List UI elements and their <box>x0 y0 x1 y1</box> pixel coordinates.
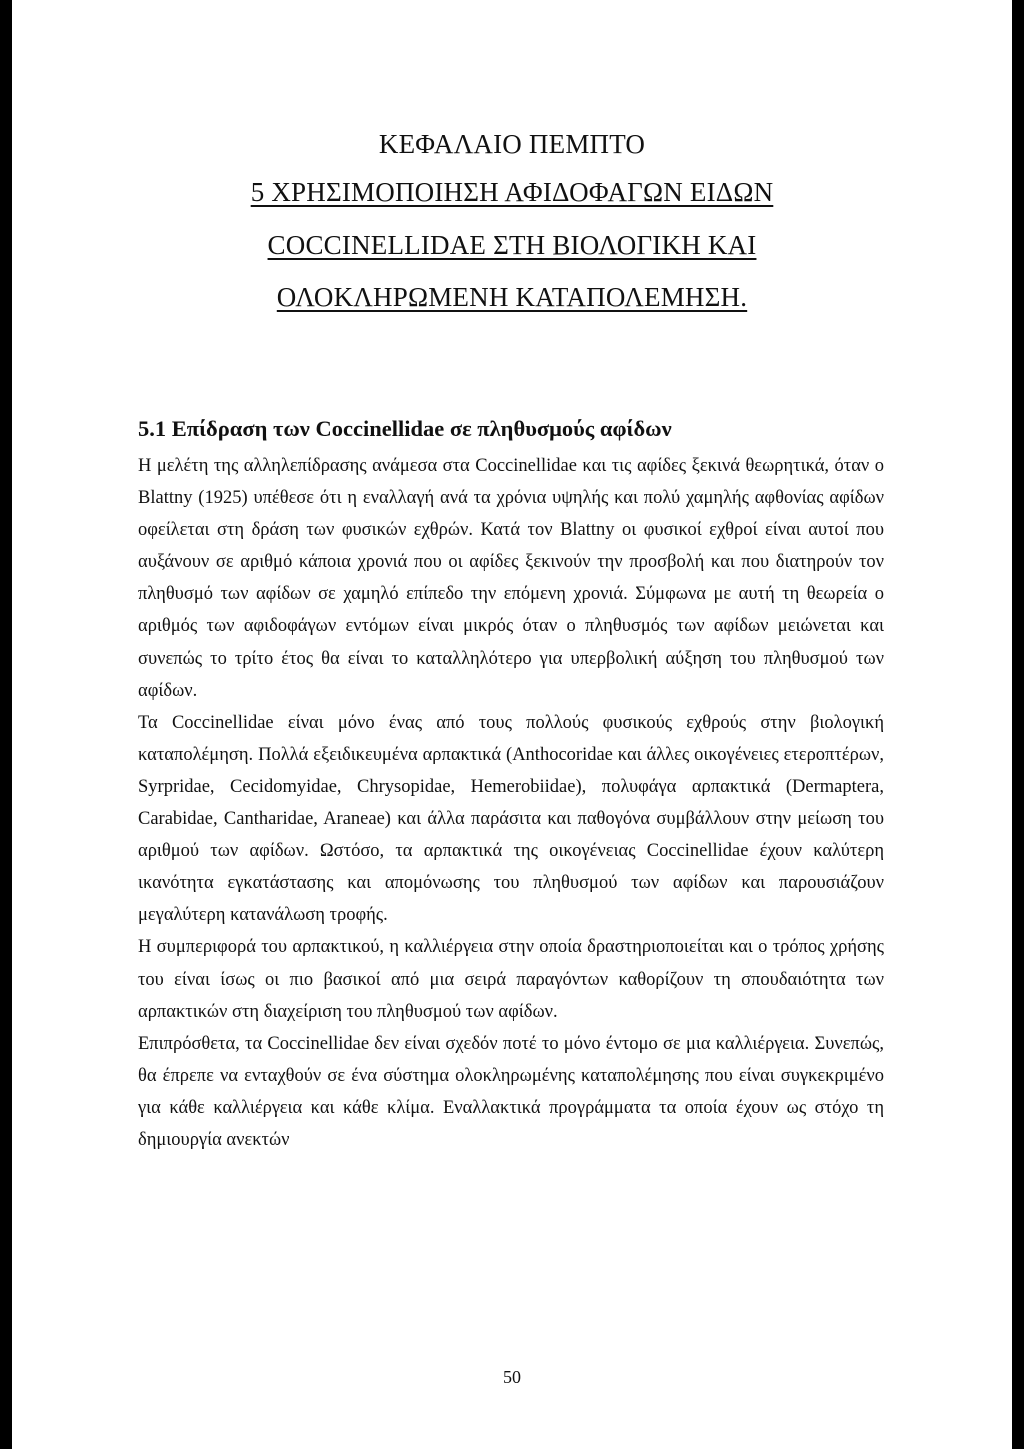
paragraph-2: Τα Coccinellidae είναι μόνο ένας από τους πολλούς φυσικούς εχθρούς στην βιολογική καταπολέμηση. Πολλά εξειδικευμένα αρπακτικά (Anthocoridae και άλλες οικογένειες ετεροπτέρων, Syrpridae, Cecidomyidae, Chrysopidae, Hemerobiidae), πολυφάγα αρπακτικά (Dermaptera, Carabidae, Cantharidae, Araneae) και άλλα παράσιτα και παθογόνα συμβάλλουν στην μείωση του αριθμού των αφίδων. Ωστόσο, τα αρπακτικά της οικογένειας Coccinellidae έχουν καλύτερη ικανότητα εγκατάστασης και απομόνωσης του πληθυσμού των αφίδων και παρουσιάζουν μεγαλύτερη κατανάλωση τροφής. <box>138 712 884 926</box>
document-page <box>12 0 1012 1449</box>
chapter-title-line-1: 5 ΧΡΗΣΙΜΟΠΟΙΗΣΗ ΑΦΙΔΟΦΑΓΩΝ ΕΙΔΩΝ <box>250 177 774 207</box>
paragraph-4: Επιπρόσθετα, τα Coccinellidae δεν είναι σχεδόν ποτέ το μόνο έντομο σε μια καλλιέργεια. Συνεπώς, θα έπρεπε να ενταχθούν σε ένα σύστημα ολοκληρωμένης καταπολέμησης που είναι συγκεκριμένο για κάθε καλλιέργεια και κάθε κλίμα. Εναλλακτικά προγράμματα τα οποία έχουν ως στόχο τη δημιουργία ανεκτών <box>138 1033 884 1150</box>
chapter-label: ΚΕΦΑΛΑΙΟ ΠΕΜΠΤΟ <box>378 129 646 159</box>
section-body <box>138 412 884 1156</box>
chapter-title-line-2: COCCINELLIDAE ΣΤΗ ΒΙΟΛΟΓΙΚΗ ΚΑΙ <box>267 230 757 260</box>
page-number: 50 <box>503 1367 521 1387</box>
paragraph-1: Η μελέτη της αλληλεπίδρασης ανάμεσα στα Coccinellidae και τις αφίδες ξεκινά θεωρητικά, όταν ο Blattny (1925) υπέθεσε ότι η εναλλαγή ανά τα χρόνια υψηλής και πολύ χαμηλής αφθονίας αφίδων οφείλεται στη δράση των φυσικών εχθρών. Κατά τον Blattny οι φυσικοί εχθροί είναι αυτοί που αυξάνουν σε αριθμό κάποια χρονιά που οι αφίδες ξεκινούν την προσβολή και που διατηρούν τον πληθυσμό των αφίδων σε χαμηλό επίπεδο την επόμενη χρονιά. Σύμφωνα με αυτή τη θεωρεία ο αριθμός των αφιδοφάγων εντόμων είναι μικρός όταν ο πληθυσμός των αφίδων μειώνεται και συνεπώς το τρίτο έτος θα είναι το καταλληλότερο για υπερβολική αύξηση του πληθυσμού των αφίδων. <box>138 456 884 701</box>
section-heading: 5.1 Επίδραση των Coccinellidae σε πληθυσμούς αφίδων <box>138 416 672 441</box>
paragraph-3: Η συμπεριφορά του αρπακτικού, η καλλιέργεια στην οποία δραστηριοποιείται και ο τρόπος χρήσης του είναι ίσως οι πιο βασικοί από μια σειρά παραγόντων καθορίζουν τη σπουδαιότητα των αρπακτικών στη διαχείριση του πληθυσμού των αφίδων. <box>138 937 884 1022</box>
chapter-title-line-3: ΟΛΟΚΛΗΡΩΜΕΝΗ ΚΑΤΑΠΟΛΕΜΗΣΗ. <box>276 282 748 312</box>
